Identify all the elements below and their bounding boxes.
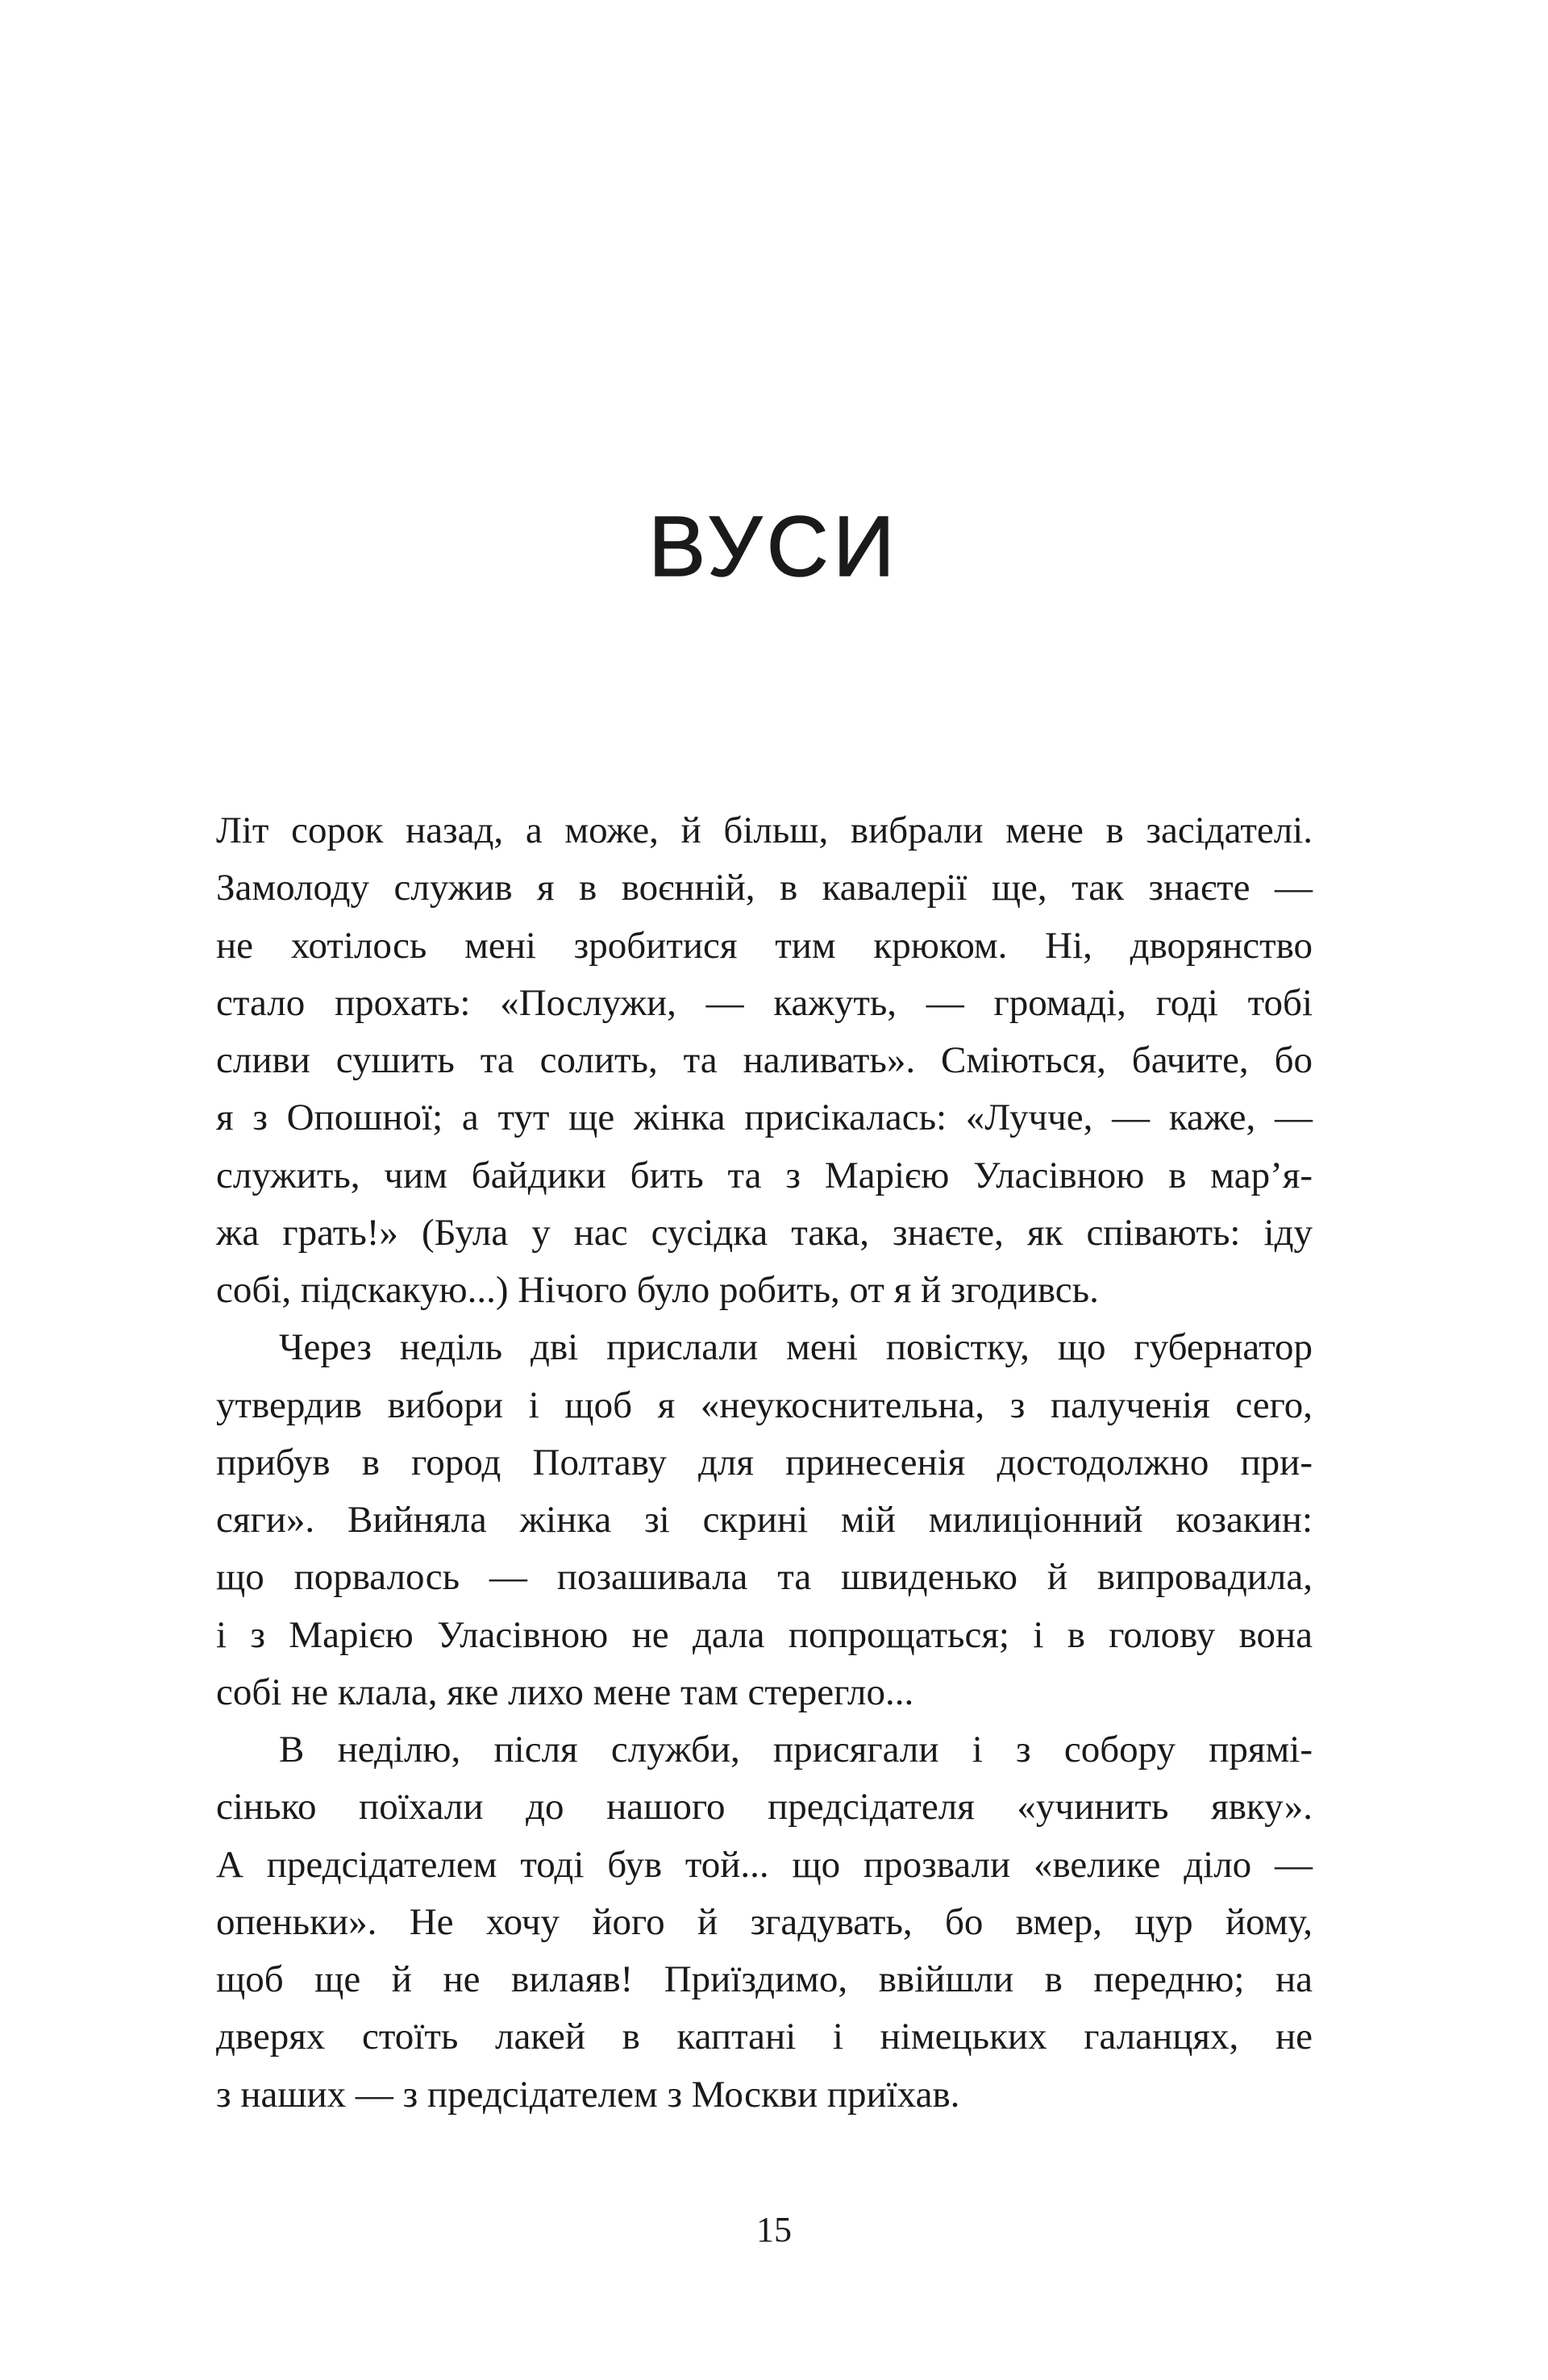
paragraph <box>216 802 1313 1319</box>
text-line: що порвалось — позашивала та швиденько й випровадила, <box>216 1556 1313 1599</box>
text-line: з наших — з предсідателем з Москви приїхав. <box>216 2073 960 2116</box>
text-line: Замолоду служив я в воєнній, в кавалерії ще, так знаєте — <box>216 867 1313 909</box>
text-line: не хотілось мені зробитися тим крюком. Ні, дворянство <box>216 924 1313 967</box>
text-line: Через неділь дві прислали мені повістку, що губернатор <box>279 1326 1313 1369</box>
text-line: собі не клала, яке лихо мене там стерегло... <box>216 1671 914 1713</box>
text-line: і з Марією Уласівною не дала попрощаться; і в голову вона <box>216 1613 1313 1656</box>
body-text <box>216 802 1313 2124</box>
paragraph <box>216 1721 1313 2124</box>
paragraph <box>216 1319 1313 1721</box>
text-line: служить, чим байдики бить та з Марією Уласівною в мар’я- <box>216 1154 1313 1196</box>
text-line: щоб ще й не вилаяв! Приїздимо, ввійшли в передню; на <box>216 1958 1313 2000</box>
text-line: Літ сорок назад, а може, й більш, вибрали мене в засідателі. <box>216 809 1313 851</box>
text-line: дверях стоїть лакей в каптані і німецьких галанцях, не <box>216 2016 1313 2058</box>
chapter-title: ВУСИ <box>648 499 900 594</box>
text-line: сяги». Вийняла жінка зі скрині мій милиціонний козакин: <box>216 1499 1313 1541</box>
text-line: сливи сушить та солить, та наливать». Сміються, бачите, бо <box>216 1039 1313 1081</box>
text-line: А предсідателем тоді був той... що прозвали «велике діло — <box>216 1843 1313 1886</box>
text-line: жа грать!» (Була у нас сусідка така, знаєте, як співають: іду <box>216 1211 1313 1254</box>
text-line: стало прохать: «Послужи, — кажуть, — громаді, годі тобі <box>216 981 1313 1024</box>
text-line: В неділю, після служби, присягали і з собору прямі- <box>279 1729 1313 1770</box>
text-line: опеньки». Не хочу його й згадувать, бо вмер, цур йому, <box>216 1900 1313 1943</box>
text-line: я з Опошної; а тут ще жінка присікалась: «Лучче, — каже, — <box>216 1096 1313 1139</box>
text-line: собі, підскакую...) Нічого було робить, от я й згодивсь. <box>216 1269 1099 1311</box>
text-line: прибув в город Полтаву для принесенія достодолжно при- <box>216 1441 1313 1483</box>
text-line: утвердив вибори і щоб я «неукоснительна, з палученія сего, <box>216 1383 1313 1426</box>
text-line: сінько поїхали до нашого предсідателя «учинить явку». <box>216 1786 1313 1829</box>
page-number: 15 <box>756 2210 792 2249</box>
